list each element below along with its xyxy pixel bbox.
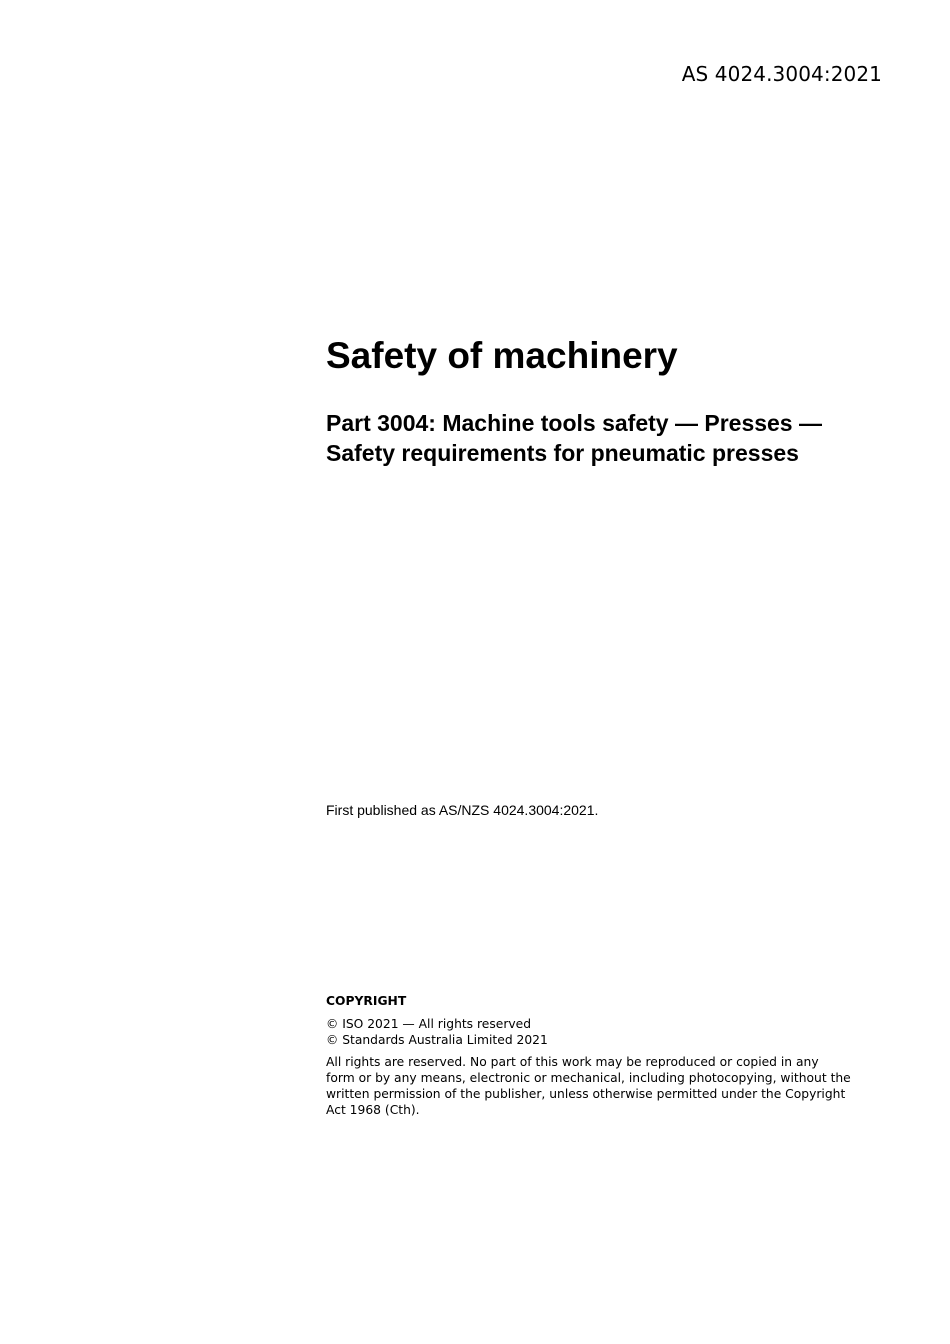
part-title-line-1: Part 3004: Machine tools safety — Presses — [326, 410, 822, 436]
rights-notice-line: All rights are reserved. No part of this work may be reproduced or copied in any [326, 1055, 819, 1069]
rights-notice-line: form or by any means, electronic or mechanical, including photocopying, without the [326, 1071, 851, 1085]
first-published-note: First published as AS/NZS 4024.3004:2021. [326, 802, 599, 818]
part-title [326, 408, 886, 468]
document-id: AS 4024.3004:2021 [681, 62, 882, 86]
rights-notice [326, 1054, 866, 1118]
copyright-iso-line: © ISO 2021 — All rights reserved [326, 1017, 532, 1031]
rights-notice-line: Act 1968 (Cth). [326, 1103, 420, 1117]
copyright-section [326, 993, 866, 1118]
part-title-line-2: Safety requirements for pneumatic presses [326, 440, 799, 466]
copyright-sa-line: © Standards Australia Limited 2021 [326, 1033, 548, 1047]
rights-notice-line: written permission of the publisher, unless otherwise permitted under the Copyright [326, 1087, 846, 1101]
copyright-heading: COPYRIGHT [326, 994, 407, 1008]
page-title: Safety of machinery [326, 335, 678, 376]
